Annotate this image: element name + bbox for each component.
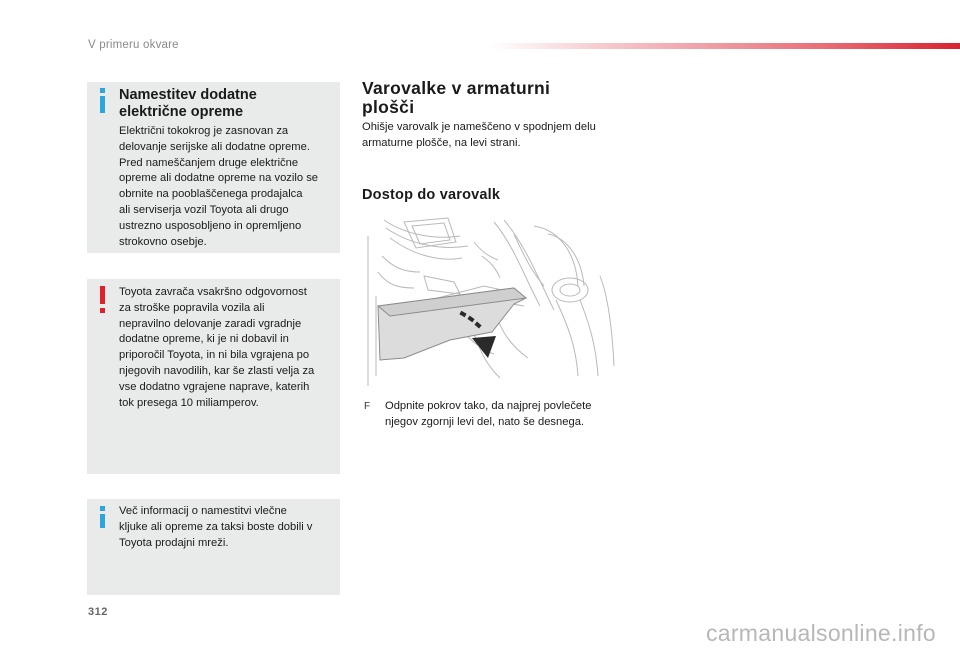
info-box-text: Električni tokokrog je zasnovan za delovanje serijske ali dodatne opreme. Pred nameščanjem druge električne opreme ali dodatne opreme na vozilo se obrnite na pooblaščenega prodajalca ali serviserja vozil Toyota ali drugo ustrezno usposobljeno in opremljeno strokovno osebje. [119,125,319,248]
info-box-title: Namestitev dodatne električne opreme [119,87,257,120]
warning-box-text: Toyota zavrača vsakršno odgovornost za stroške popravila vozila ali nepravilno delovanje zaradi vgradnje dodatne opreme, ki je ni dobavil in priporočil Toyota, in ni bila vgrajena po njegovih navodilih, kar še zlasti velja za vse dodatno vgrajene naprave, katerih tok presega 10 miliamperov. [119,286,315,409]
header-accent-bar [490,43,960,49]
info-icon [100,506,110,528]
warning-icon [100,286,110,314]
info-icon [100,88,110,114]
instruction-text: Odpnite pokrov tako, da najprej povlečete njegov zgornji levi del, nato še desnega. [385,400,592,428]
subsection-title: Dostop do varovalk [362,187,501,203]
intro-text: Ohišje varovalk je nameščeno v spodnjem delu armaturne plošče, na levi strani. [362,121,596,149]
page-number: 312 [88,606,108,618]
info-box-towbar-text: Več informacij o namestitvi vlečne kljuke ali opreme za taksi boste dobili v Toyota prodajni mreži. [119,505,313,549]
watermark: carmanualsonline.info [705,620,936,646]
page-title: Varovalke v armaturni plošči [362,78,551,117]
fuse-box-illustration [364,216,616,387]
section-title: V primeru okvare [88,39,179,51]
bullet-marker: F [364,401,371,412]
